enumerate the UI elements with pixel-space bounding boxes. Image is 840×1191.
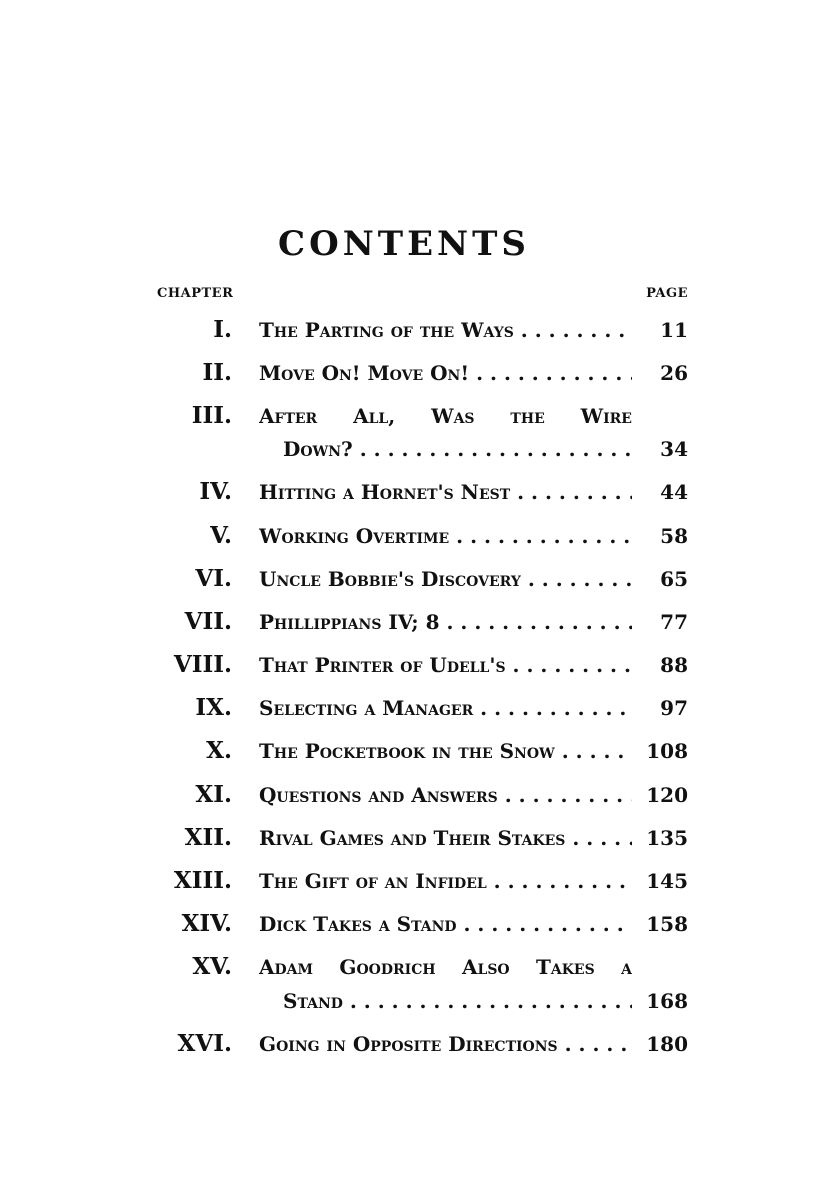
chapter-number: V.: [210, 522, 232, 549]
chapter-title: Move On! Move On! . . .: [259, 357, 632, 389]
title-word: the: [510, 404, 545, 428]
chapter-number: VI.: [195, 565, 232, 592]
chapter-number: IV.: [199, 478, 232, 505]
page-number: 44: [660, 480, 688, 504]
chapter-number: XIII.: [173, 867, 232, 894]
chapter-title: Working Overtime . . .: [259, 520, 632, 552]
page-number: 135: [646, 826, 688, 850]
chapter-title: The Gift of an Infidel . . .: [259, 865, 632, 897]
page-number: 77: [660, 610, 688, 634]
chapter-title: Selecting a Manager . . .: [259, 692, 632, 724]
page-number: 145: [646, 869, 688, 893]
chapter-title: Dick Takes a Stand . . .: [259, 908, 632, 940]
page-number: 26: [660, 361, 688, 385]
title-word: Takes: [536, 955, 595, 979]
title-word: Also: [461, 955, 510, 979]
chapter-title-line-1: [259, 400, 632, 432]
chapter-number: XVI.: [177, 1030, 232, 1057]
chapter-title: The Pocketbook in the Snow . . .: [259, 735, 632, 767]
chapter-title: Phillippians IV; 8 . . .: [259, 606, 632, 638]
chapter-number: IX.: [195, 694, 232, 721]
page-column-header: PAGE: [646, 286, 688, 301]
chapter-number: I.: [213, 316, 232, 343]
chapter-title: Going in Opposite Directions . . .: [259, 1028, 632, 1060]
chapter-title: Questions and Answers . . .: [259, 779, 632, 811]
page-number: 11: [660, 318, 688, 342]
page-number: 108: [646, 739, 688, 763]
chapter-number: X.: [206, 737, 232, 764]
title-word: All,: [353, 404, 396, 428]
title-word: Was: [431, 404, 475, 428]
chapter-number: XII.: [184, 824, 232, 851]
chapter-column-header: CHAPTER: [157, 286, 234, 301]
title-word: After: [259, 404, 318, 428]
chapter-number: VII.: [184, 608, 232, 635]
chapter-number: II.: [202, 359, 232, 386]
chapter-title-line-2: Down? . . .: [283, 433, 632, 465]
chapter-number: XIV.: [181, 910, 232, 937]
page-number: 88: [660, 653, 688, 677]
page-number: 168: [646, 989, 688, 1013]
chapter-title: Rival Games and Their Stakes . . .: [259, 822, 632, 854]
page-number: 58: [660, 524, 688, 548]
chapter-title-line-2: Stand . . .: [283, 985, 632, 1017]
chapter-title: Hitting a Hornet's Nest . . .: [259, 476, 632, 508]
page-number: 34: [660, 437, 688, 461]
title-word: Wire: [580, 404, 632, 428]
chapter-title: Uncle Bobbie's Discovery . . .: [259, 563, 632, 595]
page-number: 65: [660, 567, 688, 591]
page-title: CONTENTS: [278, 224, 530, 264]
title-word: Adam: [259, 955, 314, 979]
chapter-title-line-1: [259, 951, 632, 983]
chapter-title: That Printer of Udell's . . .: [259, 649, 632, 681]
chapter-number: XI.: [195, 781, 232, 808]
chapter-number: VIII.: [173, 651, 232, 678]
page-number: 158: [646, 912, 688, 936]
page-number: 120: [646, 783, 688, 807]
chapter-number: III.: [191, 402, 232, 429]
chapter-number: XV.: [192, 953, 232, 980]
title-word: a: [621, 955, 632, 979]
page-number: 180: [646, 1032, 688, 1056]
title-word: Goodrich: [339, 955, 436, 979]
page-number: 97: [660, 696, 688, 720]
chapter-title: The Parting of the Ways . . .: [259, 314, 632, 346]
